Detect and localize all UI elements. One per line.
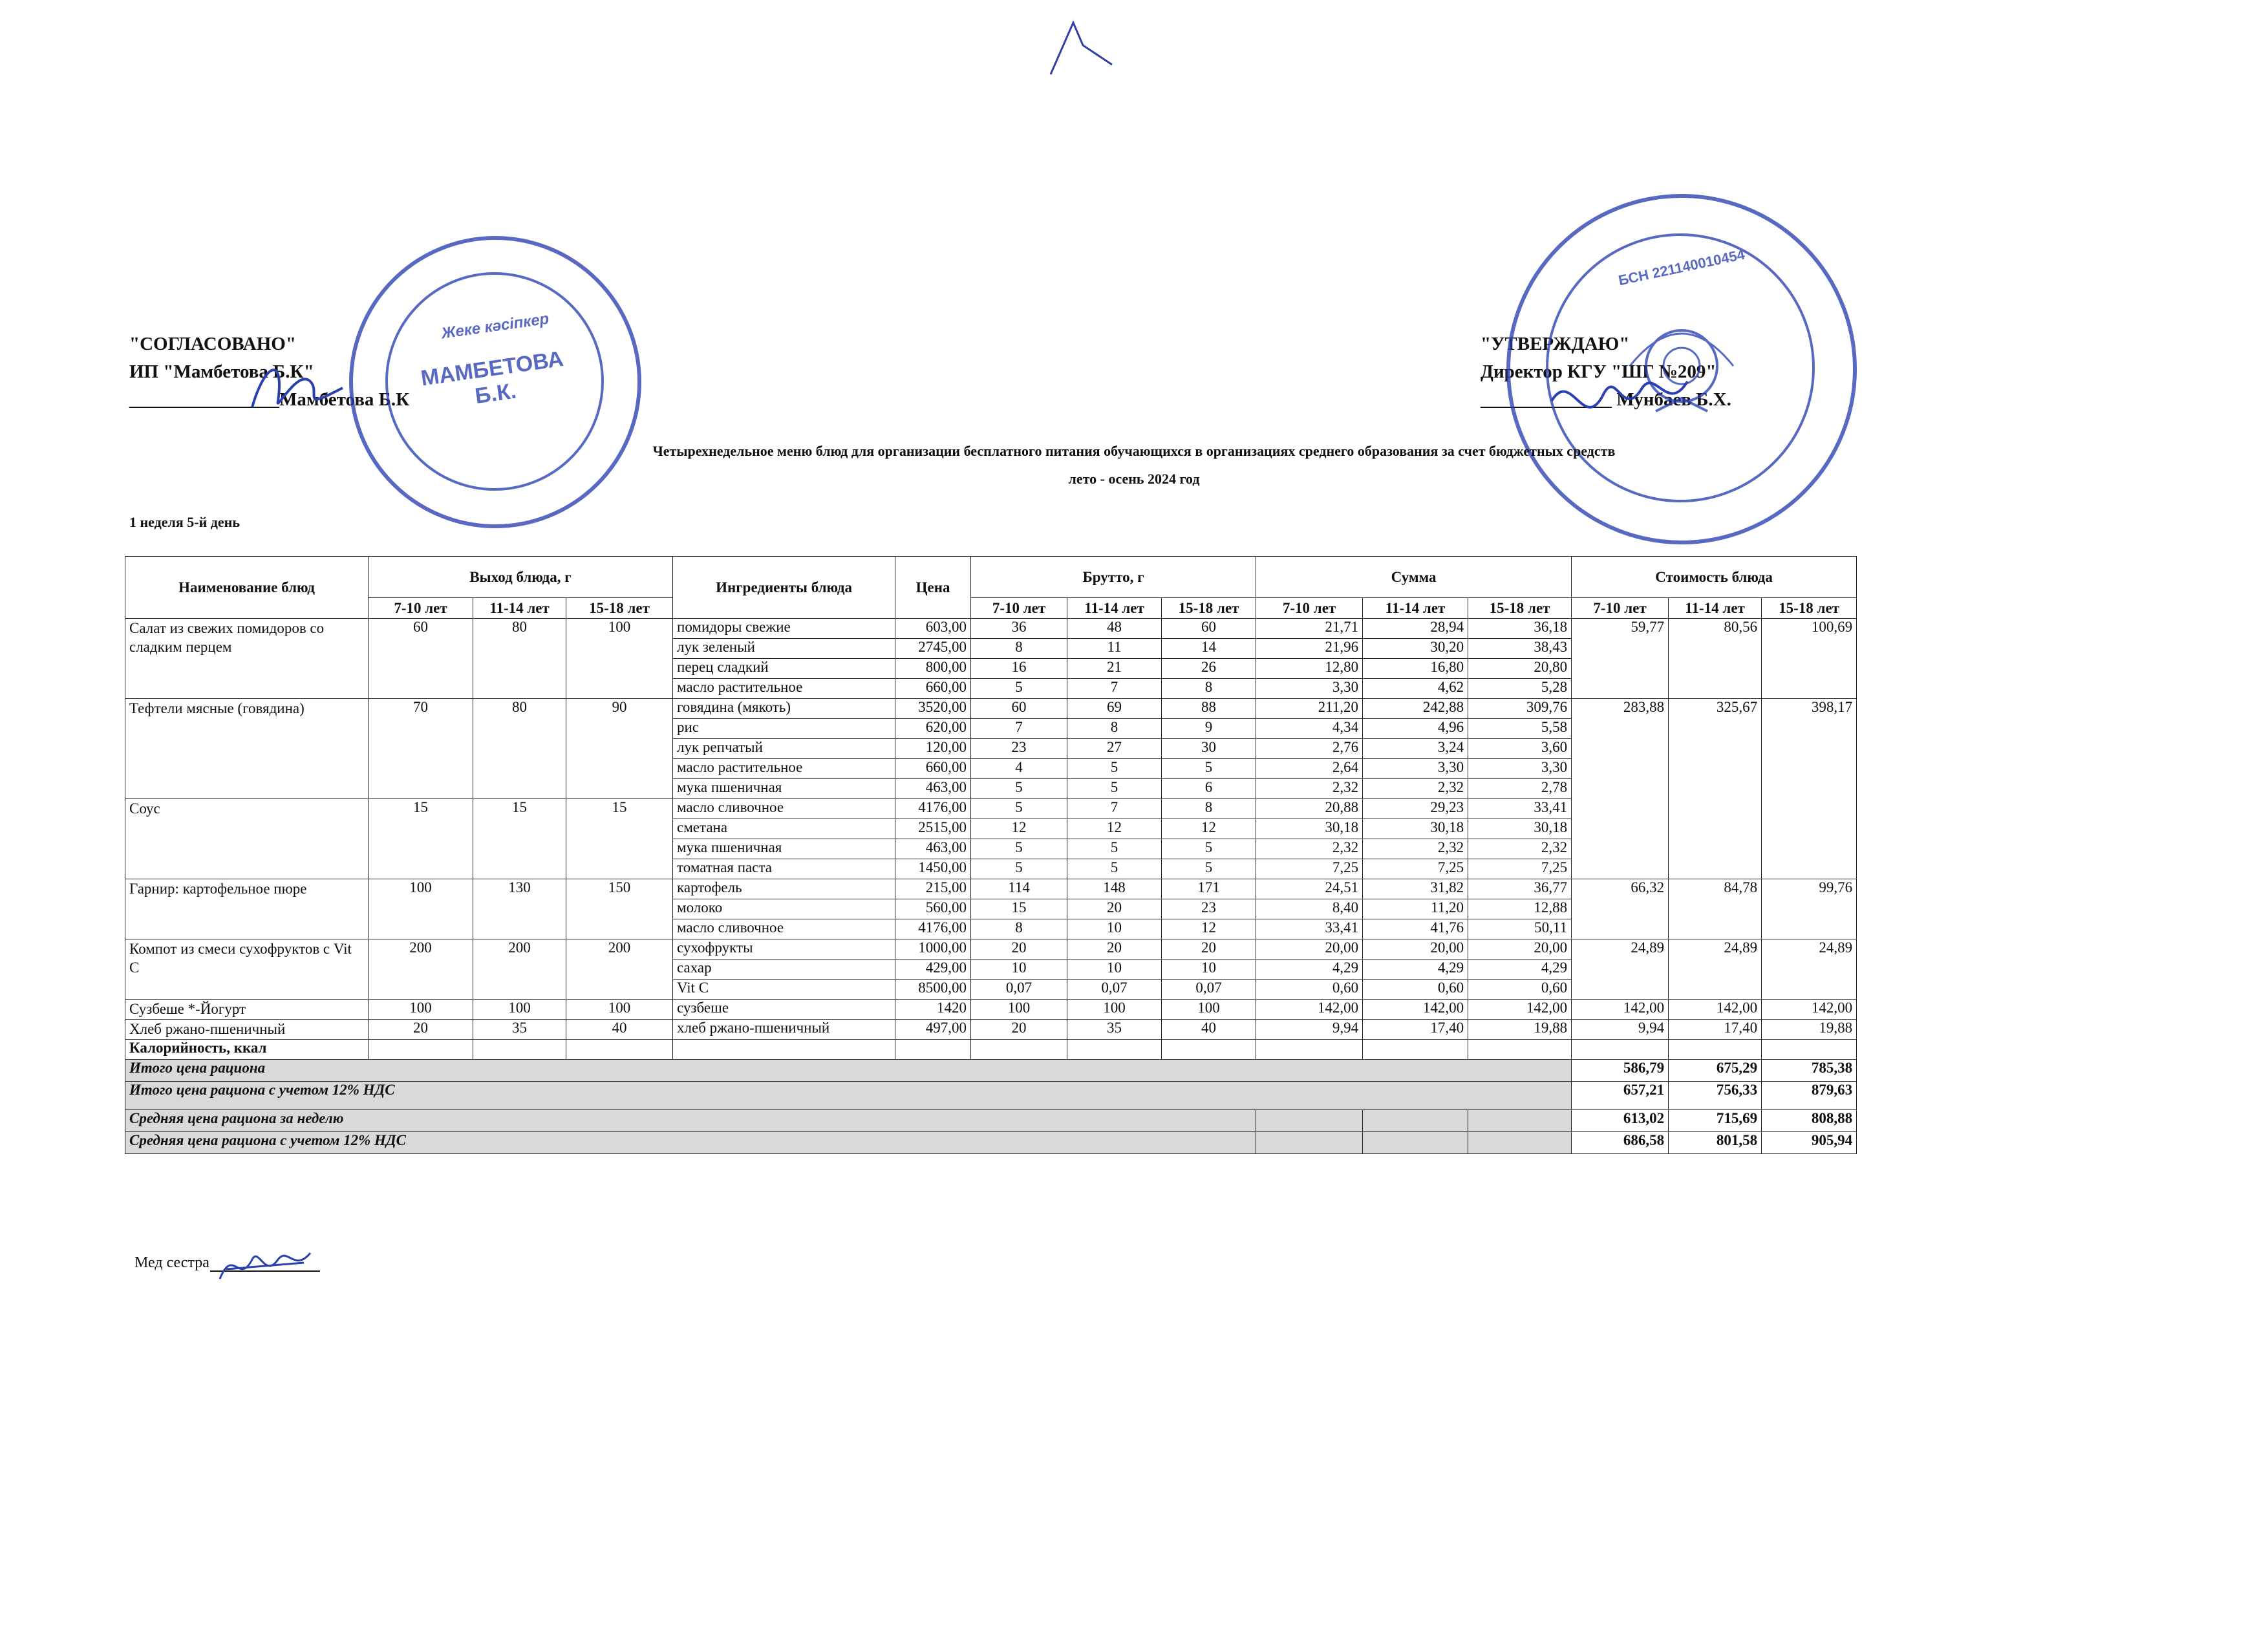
- ingredient-sum: 142,00: [1468, 1000, 1572, 1020]
- ingredient-name: лук репчатый: [673, 739, 895, 759]
- ingredient-name: сухофрукты: [673, 939, 895, 959]
- dish-yield: 100: [369, 1000, 473, 1020]
- ingredient-price: 429,00: [895, 959, 971, 980]
- dish-name: Соус: [125, 799, 369, 879]
- ingredient-brutto: 8: [971, 919, 1067, 939]
- ingredient-brutto: 5: [971, 839, 1067, 859]
- ingredient-brutto: 20: [1067, 939, 1162, 959]
- ingredient-sum: 5,28: [1468, 679, 1572, 699]
- dish-yield: 15: [369, 799, 473, 879]
- ingredient-sum: 2,32: [1256, 779, 1363, 799]
- dish-cost: 283,88: [1572, 699, 1669, 879]
- dish-yield: 100: [369, 879, 473, 939]
- stamp-left-name: МАМБЕТОВА Б.К.: [419, 346, 565, 409]
- ingredient-sum: 2,32: [1256, 839, 1363, 859]
- ingredient-price: 215,00: [895, 879, 971, 899]
- ingredient-sum: 4,29: [1256, 959, 1363, 980]
- ingredient-sum: 21,71: [1256, 619, 1363, 639]
- ingredient-brutto: 36: [971, 619, 1067, 639]
- ingredient-name: томатная паста: [673, 859, 895, 879]
- ingredient-brutto: 10: [1067, 959, 1162, 980]
- table-row: [125, 699, 1857, 719]
- ingredient-brutto: 30: [1162, 739, 1256, 759]
- ingredient-brutto: 60: [1162, 619, 1256, 639]
- ingredient-sum: 2,32: [1363, 779, 1468, 799]
- ingredient-name: рис: [673, 719, 895, 739]
- stamp-right-bin: БСН 221140010454: [1616, 246, 1746, 289]
- calories-cell: [1067, 1040, 1162, 1060]
- ingredient-brutto: 4: [971, 759, 1067, 779]
- ingredient-brutto: 23: [971, 739, 1067, 759]
- ingredient-brutto: 100: [1162, 1000, 1256, 1020]
- ingredient-price: 4176,00: [895, 799, 971, 819]
- ingredient-brutto: 16: [971, 659, 1067, 679]
- totals-row: [125, 1060, 1857, 1082]
- calories-label: Калорийность, ккал: [125, 1040, 369, 1060]
- ingredient-name: Vit C: [673, 980, 895, 1000]
- dish-yield: 200: [369, 939, 473, 1000]
- totals-empty: [1256, 1132, 1363, 1154]
- ingredient-name: лук зеленый: [673, 639, 895, 659]
- dish-name: Компот из смеси сухофруктов с Vit C: [125, 939, 369, 1000]
- dish-name: Салат из свежих помидоров со сладким перцем: [125, 619, 369, 699]
- ingredient-brutto: 5: [1162, 759, 1256, 779]
- ingredient-sum: 36,77: [1468, 879, 1572, 899]
- header-sum-age-3: 15-18 лет: [1468, 598, 1572, 619]
- dish-yield: 80: [473, 619, 566, 699]
- header-brutto-age-3: 15-18 лет: [1162, 598, 1256, 619]
- ingredient-brutto: 0,07: [1067, 980, 1162, 1000]
- totals-row: [125, 1132, 1857, 1154]
- ingredient-brutto: 15: [971, 899, 1067, 919]
- ingredient-brutto: 8: [1162, 679, 1256, 699]
- ingredient-brutto: 171: [1162, 879, 1256, 899]
- pen-mark: [1047, 19, 1118, 78]
- ingredient-sum: 28,94: [1363, 619, 1468, 639]
- header-cost-age-3: 15-18 лет: [1762, 598, 1857, 619]
- ingredient-sum: 33,41: [1256, 919, 1363, 939]
- totals-value: 801,58: [1669, 1132, 1762, 1154]
- ingredient-brutto: 20: [1067, 899, 1162, 919]
- calories-cell: [369, 1040, 473, 1060]
- approval-right-org: Директор КГУ "ШГ №209": [1481, 361, 1717, 382]
- ingredient-price: 8500,00: [895, 980, 971, 1000]
- ingredient-brutto: 40: [1162, 1020, 1256, 1040]
- dish-yield: 100: [473, 1000, 566, 1020]
- ingredient-sum: 33,41: [1468, 799, 1572, 819]
- dish-name: Тефтели мясные (говядина): [125, 699, 369, 799]
- ingredient-brutto: 11: [1067, 639, 1162, 659]
- ingredient-brutto: 100: [1067, 1000, 1162, 1020]
- menu-title: Четырехнедельное меню блюд для организации бесплатного питания обучающихся в организациях среднего образования за счет бюджетных средств: [652, 443, 1616, 459]
- ingredient-price: 1420: [895, 1000, 971, 1020]
- ingredient-brutto: 21: [1067, 659, 1162, 679]
- stamp-left-title: Жеке кәсіпкер: [440, 310, 550, 343]
- ingredient-brutto: 8: [971, 639, 1067, 659]
- ingredient-price: 620,00: [895, 719, 971, 739]
- week-day-label: 1 неделя 5-й день: [129, 514, 240, 530]
- ingredient-brutto: 5: [1067, 759, 1162, 779]
- header-cost-age-1: 7-10 лет: [1572, 598, 1669, 619]
- ingredient-price: 2745,00: [895, 639, 971, 659]
- ingredient-brutto: 10: [971, 959, 1067, 980]
- ingredient-sum: 11,20: [1363, 899, 1468, 919]
- ingredient-sum: 50,11: [1468, 919, 1572, 939]
- totals-label: Итого цена рациона: [125, 1060, 1572, 1082]
- dish-name: Гарнир: картофельное пюре: [125, 879, 369, 939]
- ingredient-brutto: 5: [971, 779, 1067, 799]
- ingredient-brutto: 114: [971, 879, 1067, 899]
- ingredient-name: сметана: [673, 819, 895, 839]
- ingredient-brutto: 48: [1067, 619, 1162, 639]
- ingredient-name: картофель: [673, 879, 895, 899]
- calories-cell: [895, 1040, 971, 1060]
- ingredient-name: масло растительное: [673, 759, 895, 779]
- ingredient-brutto: 20: [1162, 939, 1256, 959]
- totals-value: 675,29: [1669, 1060, 1762, 1082]
- ingredient-brutto: 0,07: [1162, 980, 1256, 1000]
- ingredient-sum: 4,62: [1363, 679, 1468, 699]
- ingredient-name: сузбеше: [673, 1000, 895, 1020]
- ingredient-brutto: 88: [1162, 699, 1256, 719]
- ingredient-sum: 0,60: [1363, 980, 1468, 1000]
- ingredient-price: 560,00: [895, 899, 971, 919]
- ingredient-brutto: 69: [1067, 699, 1162, 719]
- dish-yield: 200: [566, 939, 673, 1000]
- dish-cost: 84,78: [1669, 879, 1762, 939]
- ingredient-sum: 20,80: [1468, 659, 1572, 679]
- dish-name: Хлеб ржано-пшеничный: [125, 1020, 369, 1040]
- signature-nurse: [213, 1240, 317, 1292]
- ingredient-sum: 0,60: [1468, 980, 1572, 1000]
- dish-yield: 40: [566, 1020, 673, 1040]
- ingredient-sum: 5,58: [1468, 719, 1572, 739]
- ingredient-sum: 41,76: [1363, 919, 1468, 939]
- ingredient-price: 120,00: [895, 739, 971, 759]
- header-brutto-age-1: 7-10 лет: [971, 598, 1067, 619]
- signature-right: [1545, 362, 1694, 440]
- header-brutto: Брутто, г: [971, 557, 1256, 598]
- totals-value: 657,21: [1572, 1082, 1669, 1110]
- calories-cell: [1162, 1040, 1256, 1060]
- ingredient-sum: 309,76: [1468, 699, 1572, 719]
- ingredient-sum: 142,00: [1363, 1000, 1468, 1020]
- ingredient-brutto: 27: [1067, 739, 1162, 759]
- ingredient-sum: 7,25: [1468, 859, 1572, 879]
- approval-left-org: ИП "Мамбетова Б.К": [129, 361, 314, 382]
- ingredient-sum: 211,20: [1256, 699, 1363, 719]
- ingredient-brutto: 35: [1067, 1020, 1162, 1040]
- ingredient-sum: 12,80: [1256, 659, 1363, 679]
- dish-yield: 200: [473, 939, 566, 1000]
- calories-cell: [1572, 1040, 1669, 1060]
- calories-cell: [1256, 1040, 1363, 1060]
- dish-cost: 59,77: [1572, 619, 1669, 699]
- signature-left: [239, 349, 349, 420]
- header-sum-age-1: 7-10 лет: [1256, 598, 1363, 619]
- ingredient-brutto: 7: [971, 719, 1067, 739]
- ingredient-brutto: 5: [1162, 859, 1256, 879]
- header-price: Цена: [895, 557, 971, 619]
- ingredient-brutto: 10: [1067, 919, 1162, 939]
- calories-cell: [1762, 1040, 1857, 1060]
- table-row: [125, 619, 1857, 639]
- dish-cost: 24,89: [1669, 939, 1762, 1000]
- ingredient-brutto: 5: [1067, 839, 1162, 859]
- ingredient-sum: 4,29: [1363, 959, 1468, 980]
- dish-cost: 80,56: [1669, 619, 1762, 699]
- ingredient-sum: 4,29: [1468, 959, 1572, 980]
- totals-empty: [1468, 1132, 1572, 1154]
- ingredient-name: перец сладкий: [673, 659, 895, 679]
- approval-right-signature-line: ______________ Мунбаев Б.Х.: [1481, 389, 1731, 410]
- ingredient-sum: 3,24: [1363, 739, 1468, 759]
- ingredient-name: масло сливочное: [673, 919, 895, 939]
- ingredient-price: 660,00: [895, 759, 971, 779]
- ingredient-brutto: 5: [971, 859, 1067, 879]
- ingredient-sum: 36,18: [1468, 619, 1572, 639]
- calories-cell: [1363, 1040, 1468, 1060]
- ingredient-sum: 2,64: [1256, 759, 1363, 779]
- ingredient-brutto: 10: [1162, 959, 1256, 980]
- dish-cost: 99,76: [1762, 879, 1857, 939]
- ingredient-brutto: 12: [1162, 919, 1256, 939]
- totals-row: [125, 1110, 1857, 1132]
- totals-empty: [1363, 1110, 1468, 1132]
- dish-yield: 100: [566, 619, 673, 699]
- ingredient-price: 1450,00: [895, 859, 971, 879]
- totals-label: Средняя цена рациона за неделю: [125, 1110, 1256, 1132]
- dish-yield: 150: [566, 879, 673, 939]
- totals-value: 785,38: [1762, 1060, 1857, 1082]
- dish-cost: 142,00: [1762, 1000, 1857, 1020]
- ingredient-name: хлеб ржано-пшеничный: [673, 1020, 895, 1040]
- header-yield-age-1: 7-10 лет: [369, 598, 473, 619]
- ingredient-sum: 7,25: [1256, 859, 1363, 879]
- totals-label: Итого цена рациона с учетом 12% НДС: [125, 1082, 1572, 1110]
- nurse-label: Мед сестра: [134, 1254, 209, 1271]
- dish-yield: 15: [473, 799, 566, 879]
- header-yield-age-3: 15-18 лет: [566, 598, 673, 619]
- ingredient-name: сахар: [673, 959, 895, 980]
- ingredient-sum: 2,32: [1363, 839, 1468, 859]
- ingredient-price: 497,00: [895, 1020, 971, 1040]
- dish-cost: 24,89: [1762, 939, 1857, 1000]
- ingredient-sum: 30,18: [1363, 819, 1468, 839]
- ingredient-sum: 142,00: [1256, 1000, 1363, 1020]
- ingredient-sum: 20,88: [1256, 799, 1363, 819]
- ingredient-brutto: 0,07: [971, 980, 1067, 1000]
- ingredient-brutto: 20: [971, 1020, 1067, 1040]
- ingredient-price: 1000,00: [895, 939, 971, 959]
- ingredient-sum: 16,80: [1363, 659, 1468, 679]
- ingredient-brutto: 12: [1067, 819, 1162, 839]
- table-row: [125, 1020, 1857, 1040]
- ingredient-sum: 3,30: [1363, 759, 1468, 779]
- dish-yield: 60: [369, 619, 473, 699]
- dish-name: Сузбеше *-Йогурт: [125, 1000, 369, 1020]
- ingredient-brutto: 5: [1162, 839, 1256, 859]
- ingredient-brutto: 5: [1067, 779, 1162, 799]
- ingredient-sum: 30,18: [1468, 819, 1572, 839]
- dish-yield: 90: [566, 699, 673, 799]
- ingredient-sum: 2,32: [1468, 839, 1572, 859]
- ingredient-brutto: 5: [971, 799, 1067, 819]
- dish-cost: 17,40: [1669, 1020, 1762, 1040]
- ingredient-brutto: 8: [1067, 719, 1162, 739]
- calories-cell: [971, 1040, 1067, 1060]
- calories-row: [125, 1040, 1857, 1060]
- ingredient-sum: 3,30: [1256, 679, 1363, 699]
- totals-row: [125, 1082, 1857, 1110]
- ingredient-brutto: 26: [1162, 659, 1256, 679]
- ingredient-brutto: 148: [1067, 879, 1162, 899]
- totals-value: 756,33: [1669, 1082, 1762, 1110]
- dish-yield: 70: [369, 699, 473, 799]
- ingredient-sum: 20,00: [1363, 939, 1468, 959]
- totals-value: 613,02: [1572, 1110, 1669, 1132]
- ingredient-brutto: 6: [1162, 779, 1256, 799]
- header-cost-age-2: 11-14 лет: [1669, 598, 1762, 619]
- header-ingredients: Ингредиенты блюда: [673, 557, 895, 619]
- ingredient-brutto: 14: [1162, 639, 1256, 659]
- ingredient-sum: 31,82: [1363, 879, 1468, 899]
- ingredient-sum: 242,88: [1363, 699, 1468, 719]
- ingredient-brutto: 8: [1162, 799, 1256, 819]
- totals-empty: [1468, 1110, 1572, 1132]
- approval-right-heading: "УТВЕРЖДАЮ": [1481, 334, 1630, 354]
- header-yield: Выход блюда, г: [369, 557, 673, 598]
- ingredient-brutto: 5: [971, 679, 1067, 699]
- ingredient-sum: 17,40: [1363, 1020, 1468, 1040]
- totals-value: 686,58: [1572, 1132, 1669, 1154]
- ingredient-name: молоко: [673, 899, 895, 919]
- dish-cost: 9,94: [1572, 1020, 1669, 1040]
- ingredient-name: помидоры свежие: [673, 619, 895, 639]
- calories-cell: [1468, 1040, 1572, 1060]
- dish-cost: 398,17: [1762, 699, 1857, 879]
- ingredient-price: 3520,00: [895, 699, 971, 719]
- ingredient-price: 603,00: [895, 619, 971, 639]
- approval-left-heading: "СОГЛАСОВАНО": [129, 334, 296, 354]
- approval-left-signature-line: ________________Мамбетова Б.К: [129, 389, 410, 410]
- dish-cost: 66,32: [1572, 879, 1669, 939]
- header-sum-age-2: 11-14 лет: [1363, 598, 1468, 619]
- ingredient-brutto: 100: [971, 1000, 1067, 1020]
- ingredient-sum: 20,00: [1468, 939, 1572, 959]
- table-row: [125, 1000, 1857, 1020]
- ingredient-sum: 2,76: [1256, 739, 1363, 759]
- ingredient-brutto: 5: [1067, 859, 1162, 879]
- ingredient-name: мука пшеничная: [673, 779, 895, 799]
- ingredient-price: 660,00: [895, 679, 971, 699]
- totals-label: Средняя цена рациона с учетом 12% НДС: [125, 1132, 1256, 1154]
- totals-value: 808,88: [1762, 1110, 1857, 1132]
- ingredient-brutto: 7: [1067, 679, 1162, 699]
- dish-cost: 142,00: [1572, 1000, 1669, 1020]
- totals-value: 715,69: [1669, 1110, 1762, 1132]
- ingredient-sum: 12,88: [1468, 899, 1572, 919]
- totals-empty: [1363, 1132, 1468, 1154]
- ingredient-sum: 9,94: [1256, 1020, 1363, 1040]
- ingredient-price: 4176,00: [895, 919, 971, 939]
- ingredient-name: масло растительное: [673, 679, 895, 699]
- ingredient-price: 2515,00: [895, 819, 971, 839]
- ingredient-name: масло сливочное: [673, 799, 895, 819]
- calories-cell: [566, 1040, 673, 1060]
- ingredient-brutto: 23: [1162, 899, 1256, 919]
- menu-subtitle: лето - осень 2024 год: [1068, 471, 1200, 487]
- dish-yield: 80: [473, 699, 566, 799]
- menu-table: [125, 556, 1857, 1154]
- ingredient-brutto: 60: [971, 699, 1067, 719]
- table-row: [125, 939, 1857, 959]
- ingredient-brutto: 12: [971, 819, 1067, 839]
- dish-cost: 19,88: [1762, 1020, 1857, 1040]
- ingredient-sum: 29,23: [1363, 799, 1468, 819]
- calories-cell: [1669, 1040, 1762, 1060]
- ingredient-sum: 4,34: [1256, 719, 1363, 739]
- dish-yield: 100: [566, 1000, 673, 1020]
- ingredient-sum: 8,40: [1256, 899, 1363, 919]
- calories-cell: [673, 1040, 895, 1060]
- ingredient-sum: 3,30: [1468, 759, 1572, 779]
- header-yield-age-2: 11-14 лет: [473, 598, 566, 619]
- dish-yield: 20: [369, 1020, 473, 1040]
- header-sum: Сумма: [1256, 557, 1572, 598]
- totals-value: 905,94: [1762, 1132, 1857, 1154]
- totals-value: 879,63: [1762, 1082, 1857, 1110]
- ingredient-price: 800,00: [895, 659, 971, 679]
- dish-cost: 142,00: [1669, 1000, 1762, 1020]
- ingredient-sum: 4,96: [1363, 719, 1468, 739]
- totals-value: 586,79: [1572, 1060, 1669, 1082]
- ingredient-brutto: 9: [1162, 719, 1256, 739]
- header-brutto-age-2: 11-14 лет: [1067, 598, 1162, 619]
- ingredient-brutto: 12: [1162, 819, 1256, 839]
- dish-yield: 15: [566, 799, 673, 879]
- dish-yield: 130: [473, 879, 566, 939]
- ingredient-sum: 2,78: [1468, 779, 1572, 799]
- ingredient-brutto: 7: [1067, 799, 1162, 819]
- header-cost: Стоимость блюда: [1572, 557, 1857, 598]
- ingredient-sum: 3,60: [1468, 739, 1572, 759]
- ingredient-sum: 30,18: [1256, 819, 1363, 839]
- ingredient-price: 463,00: [895, 839, 971, 859]
- ingredient-sum: 7,25: [1363, 859, 1468, 879]
- ingredient-name: говядина (мякоть): [673, 699, 895, 719]
- ingredient-sum: 30,20: [1363, 639, 1468, 659]
- ingredient-price: 463,00: [895, 779, 971, 799]
- dish-cost: 24,89: [1572, 939, 1669, 1000]
- calories-cell: [473, 1040, 566, 1060]
- table-row: [125, 879, 1857, 899]
- dish-cost: 325,67: [1669, 699, 1762, 879]
- ingredient-brutto: 20: [971, 939, 1067, 959]
- ingredient-sum: 38,43: [1468, 639, 1572, 659]
- ingredient-sum: 21,96: [1256, 639, 1363, 659]
- ingredient-sum: 0,60: [1256, 980, 1363, 1000]
- totals-empty: [1256, 1110, 1363, 1132]
- ingredient-sum: 20,00: [1256, 939, 1363, 959]
- header-dish: Наименование блюд: [125, 557, 369, 619]
- ingredient-sum: 19,88: [1468, 1020, 1572, 1040]
- ingredient-name: мука пшеничная: [673, 839, 895, 859]
- dish-yield: 35: [473, 1020, 566, 1040]
- dish-cost: 100,69: [1762, 619, 1857, 699]
- ingredient-sum: 24,51: [1256, 879, 1363, 899]
